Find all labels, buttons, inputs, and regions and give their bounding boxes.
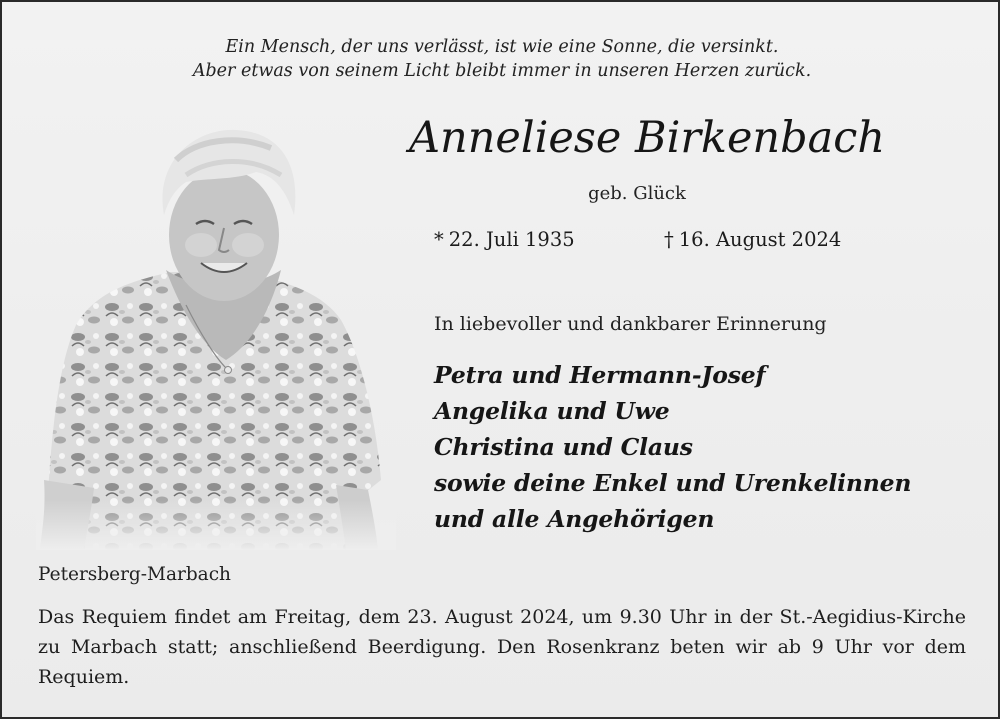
memory-line: In liebevoller und dankbarer Erinnerung (434, 313, 827, 335)
mourner-entry: Petra und Hermann-Josef (434, 361, 766, 389)
motto-line: Aber etwas von seinem Licht bleibt immer in unseren Herzen zurück. (192, 61, 812, 81)
deceased-name: Anneliese Birkenbach (408, 113, 886, 163)
death-date-line (664, 228, 841, 251)
place-name: Petersberg-Marbach (38, 564, 231, 585)
mourner-entry: sowie deine Enkel und Urenkelinnen (434, 469, 912, 497)
mourners-list (434, 357, 911, 537)
birth-name: geb. Glück (588, 183, 686, 204)
motto-quote (2, 35, 1000, 83)
death-symbol: † (664, 228, 674, 251)
funeral-notice: Das Requiem findet am Freitag, dem 23. August 2024, um 9.30 Uhr in der St.-Aegidius-Kirche zu Marbach statt; anschließend Beerdigung. Den Rosenkranz beten wir ab 9 Uhr vor dem Requiem. (38, 606, 966, 688)
death-date: 16. August 2024 (678, 228, 842, 251)
birth-date-line (434, 228, 575, 251)
motto-line: Ein Mensch, der uns verlässt, ist wie eine Sonne, die versinkt. (225, 37, 779, 57)
birth-symbol: * (434, 228, 444, 251)
birth-date: 22. Juli 1935 (448, 228, 575, 251)
mourner-entry: Christina und Claus (434, 433, 693, 461)
mourner-entry: und alle Angehörigen (434, 505, 715, 533)
portrait-photo (36, 120, 396, 550)
mourner-entry: Angelika und Uwe (434, 397, 670, 425)
